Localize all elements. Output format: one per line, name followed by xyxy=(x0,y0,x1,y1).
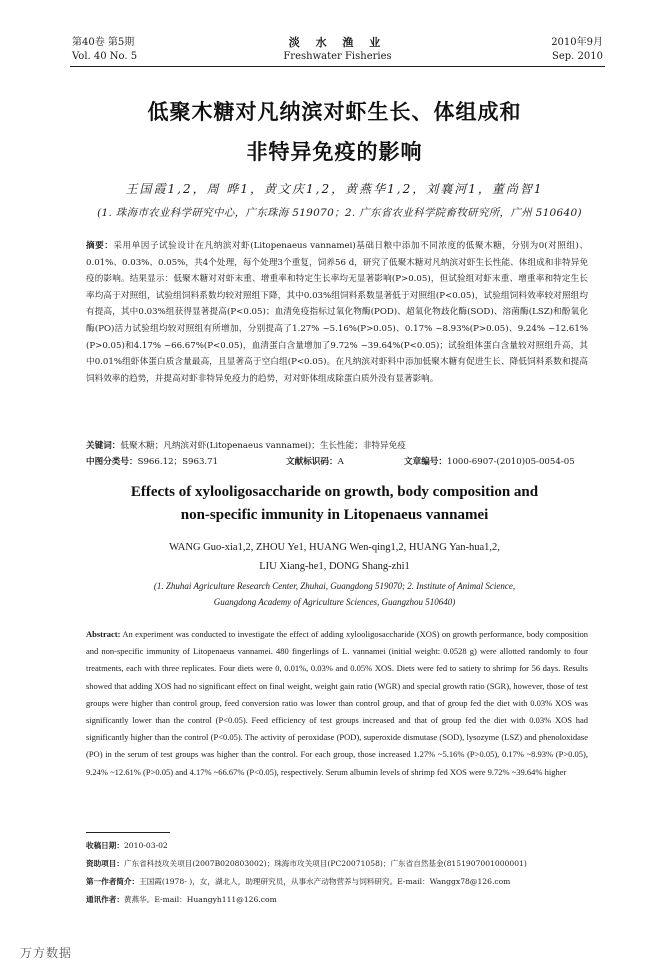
article-number xyxy=(404,454,575,470)
issue-date xyxy=(551,36,603,64)
abstract-en-label: Abstract: xyxy=(86,629,121,639)
abstract-en-text: An experiment was conducted to investigate the effect of adding xylooligosaccharide (XOS) on growth performance, body composition and non-specific immunity of Litopenaeus vannamei. 480 fingerlings of L. vannamei (initial weight: 0.0528 g) were allotted randomly to four treatments, each with three replicates. Four diets were 0, 0.01%, 0.03% and 0.05% XOS. Diets were fed to satiety to shrimp for 56 days. Results showed that adding XOS had no significant effect on final weight, weight gain ratio (WGR) and special growth ratio (SGR), however, those of test groups were higher than control group, feed conversion ratio was lower than control group, and that of group fed the diet with 0.03% XOS was significantly lower than the control (P<0.05). Feed efficiency of test groups increased and that of group fed the diet with 0.03% XOS had significantly higher than the control (P<0.05). The activity of peroxidase (POD), superoxide dismutase (SOD), lysozyme (LSZ) and phenoloxidase (PO) in the serum of test groups was higher than the control. For each group, those increased 1.27% ~5.16% (P>0.05), 0.17% ~8.93% (P>0.05), 9.24% ~12.61% (P>0.05) and 4.17% ~66.67% (P<0.05), respectively. Serum albumin levels of shrimp fed XOS were 9.72% ~39.64% higher xyxy=(86,629,589,777)
footnote-first-author xyxy=(86,874,596,890)
footnote-divider xyxy=(86,832,170,833)
first-author-value: 王国霞(1978- )，女，湖北人，助理研究员，从事水产动物营养与饲料研究。E-mail：Wanggx78@126.com xyxy=(139,877,511,886)
title-cn-line2: 非特异免疫的影响 xyxy=(246,139,423,164)
journal-name-cn: 淡 水 渔 业 xyxy=(288,36,387,49)
first-author-label: 第一作者简介： xyxy=(86,877,140,886)
authors-en-line2: LIU Xiang-he1, DONG Shang-zhi1 xyxy=(259,561,410,572)
footnote-funding xyxy=(86,856,596,872)
received-label: 收稿日期： xyxy=(86,841,124,850)
footnote-corresponding xyxy=(86,892,596,908)
running-header xyxy=(70,36,605,67)
doc-label: 文献标识码： xyxy=(286,457,338,467)
volume-cn: 第40卷 第5期 xyxy=(72,37,135,48)
document-code xyxy=(286,454,344,470)
fund-value: 广东省科技攻关项目(2007B020803002)；珠海市攻关项目(PC20071058)；广东省自然基金(8151907001000001) xyxy=(123,859,527,868)
corr-label: 通讯作者： xyxy=(86,895,124,904)
affiliation-en-line2: Guangdong Academy of Agriculture Sciences, Guangzhou 510640) xyxy=(213,597,456,607)
fund-label: 资助项目： xyxy=(86,859,124,868)
watermark: 万方数据 xyxy=(20,946,73,960)
authors-cn: 王国霞1,2，周 晔1，黄文庆1,2，黄燕华1,2，刘襄河1，董尚智1 xyxy=(125,182,544,196)
title-en-line1: Effects of xylooligosaccharide on growth, body composition and xyxy=(130,484,539,500)
date-en: Sep. 2010 xyxy=(552,51,603,62)
journal-name-en: Freshwater Fisheries xyxy=(283,51,392,62)
abstract-cn xyxy=(86,238,588,387)
corr-value: 黄燕华。E-mail：Huangyh111@126.com xyxy=(123,895,277,904)
authors-en-line1: WANG Guo-xia1,2, ZHOU Ye1, HUANG Wen-qing1,2, HUANG Yan-hua1,2, xyxy=(169,542,500,553)
clc-number xyxy=(86,454,218,470)
keywords-cn-text: 低聚木糖；凡纳滨对虾(Litopenaeus vannamei)；生长性能；非特异免疫 xyxy=(120,441,406,451)
title-cn-line1: 低聚木糖对凡纳滨对虾生长、体组成和 xyxy=(147,99,522,124)
journal-name xyxy=(70,36,605,64)
doc-value: A xyxy=(337,457,344,467)
abstract-en xyxy=(86,626,588,781)
clc-value: S966.12；S963.71 xyxy=(137,457,219,467)
abstract-cn-label: 摘要： xyxy=(86,241,114,251)
art-value: 1000-6907-(2010)05-0054-05 xyxy=(446,457,575,467)
affiliation-en-line1: (1. Zhuhai Agriculture Research Center, Zhuhai, Guangdong 519070; 2. Institute of Animal Science, xyxy=(153,581,516,591)
affiliation-cn: (1. 珠海市农业科学研究中心，广东珠海 519070；2. 广东省农业科学院畜牧研究所，广州 510640) xyxy=(97,207,582,219)
received-value: 2010-03-02 xyxy=(123,841,168,850)
art-label: 文章编号： xyxy=(404,457,447,467)
abstract-cn-text: 采用单因子试验设计在凡纳滨对虾(Litopenaeus vannamei)基础日粮中添加不同浓度的低聚木糖，分别为0(对照组)、0.01%、0.03%、0.05%，共4个处理，每个处理3个重复，饲养56 d，研究了低聚木糖对凡纳滨对虾生长性能、体组成和非特异免疫的影响。结果显示：低聚木糖对对虾末重、增重率和特定生长率均无显著影响(P>0.05)，但试验组对虾末重、增重率和特定生长率均高于对照组，试验组饲料系数均较对照组下降，其中0.03%组饲料系数显著低于对照组(P<0.05)，试验组饲料效率较对照组均有提高，其中0.03%组获得显著提高(P<0.05)；血清免疫指标过氧化物酶(POD)、超氧化物歧化酶(SOD)、溶菌酶(LSZ)和酚氧化酶(PO)活力试验组均较对照组有所增加，分别提高了1.27% ~5.16%(P>0.05)、0.17% ~8.93%(P>0.05)、9.24% ~12.61%(P>0.05)和4.17% ~66.67%(P<0.05)，血清蛋白含量增加了9.72% ~39.64%(P<0.05)；试验组体蛋白含量较对照组升高，其中0.01%组虾体蛋白质含量最高，且显著高于空白组(P<0.05)。在凡纳滨对虾料中添加低聚木糖有促进生长、降低饲料系数和提高饲料效率的趋势，并提高对虾非特异免疫力的趋势，对对虾体组成除蛋白质外没有显著影响。 xyxy=(86,241,588,384)
title-en-line2: non-specific immunity in Litopenaeus vannamei xyxy=(180,507,489,523)
keywords-cn xyxy=(86,438,588,454)
keywords-cn-label: 关键词： xyxy=(86,441,121,451)
footnote-received xyxy=(86,838,596,854)
affiliation-en xyxy=(0,578,669,610)
authors-en xyxy=(0,538,669,576)
volume-en: Vol. 40 No. 5 xyxy=(72,51,138,62)
clc-label: 中图分类号： xyxy=(86,457,138,467)
date-cn: 2010年9月 xyxy=(551,37,603,48)
